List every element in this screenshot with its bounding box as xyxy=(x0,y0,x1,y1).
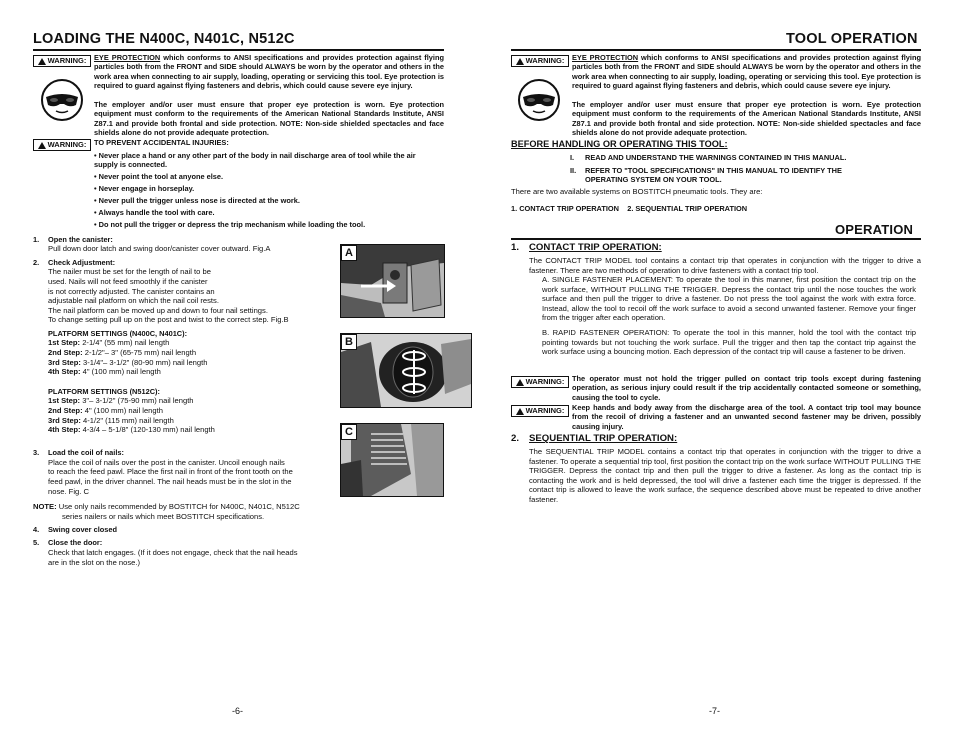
platform-setting-row: 1st Step: 3"– 3-1/2" (75-90 mm) nail length xyxy=(48,396,194,405)
left-page-title: LOADING THE N400C, N401C, N512C xyxy=(33,31,295,47)
step-text-line: nose. Fig. C xyxy=(48,487,89,496)
contact-trip-single: A. SINGLE FASTENER PLACEMENT: To operate the tool in this manner, first position the contact trip on the work surface, WITHOUT PULLING THE TRIGGER. Depress the contact trip until the nose touches the work surface and then pull the trigger to drive a fastener. Do not press the tool against the work with extra force. Instead, allow the tool to recoil off the work surface to avoid a second unwanted fastener. Remove your finger from the trigger after each operation. xyxy=(542,275,916,323)
step-number: 3. xyxy=(33,448,40,457)
warning-badge xyxy=(511,405,569,417)
sequential-trip-text: The SEQUENTIAL TRIP MODEL contains a contact trip that operates in conjunction with the trigger to drive a fastener. To operate a sequential trip tool, first position the contact trip on the work surface WITHOUT PULLING THE TRIGGER. Depress the contact trip and then pull the trigger to drive a fastener. As long as the contact trip is contacting the work and is held depressed, the tool will drive a fastener each time the trigger is depressed. If the contact trip is allowed to leave the work surface, the sequence described above must be repeated to drive another fastener. xyxy=(529,447,921,504)
sequential-trip-heading: SEQUENTIAL TRIP OPERATION: xyxy=(529,433,678,444)
step-text-line: The nailer must be set for the length of nail to be xyxy=(48,267,211,276)
discharge-warning: Keep hands and body away from the discharge area of the tool. A contact trip tool may bounce from the recoil of driving a fastener and an unwanted second fastener may be driven, possibly causing injury. xyxy=(572,403,921,431)
eye-protection-text: which conforms to ANSI specifications and provides protection against flying particles both from the FRONT and SIDE should ALWAYS be worn by the operator and others in the work area when connecting to air supply, loading, operating or servicing this tool. Eye protection is required to guard against flying fasteners and debris, which could cause severe eye injury. xyxy=(572,53,921,91)
prevent-list-item: • Do not pull the trigger or depress the trip mechanism while loading the tool. xyxy=(94,220,366,229)
before-item-number: II. xyxy=(570,166,577,175)
step-text-line: to reach the feed pawl. Place the first nail in front of the front tooth on the xyxy=(48,467,293,476)
eye-protection-requirements: The employer and/or user must ensure that proper eye protection is worn. Eye protection equipment must conform to the requirements of the American National Standards Institute, ANSI Z87.1 and provide both frontal and side protection. NOTE: Non-side shielded spectacles and face shields alone do not provide adequate protection. xyxy=(94,100,444,138)
figure-c xyxy=(340,423,444,497)
systems-intro: There are two available systems on BOSTITCH pneumatic tools. They are: xyxy=(511,187,763,196)
step-text: Pull down door latch and swing door/canister cover outward. Fig.A xyxy=(48,244,271,253)
warning-triangle-icon xyxy=(516,379,524,386)
step-text-line: is not correctly adjusted. The canister contains an xyxy=(48,287,215,296)
before-item-number: I. xyxy=(570,153,575,162)
eye-protection-heading: EYE PROTECTION xyxy=(94,53,161,62)
warning-label: WARNING: xyxy=(525,377,565,387)
section-number: 2. xyxy=(511,433,520,444)
platform-setting-row: 4th Step: 4-3/4 – 5-1/8" (120-130 mm) nail length xyxy=(48,425,215,434)
eye-protection-text: which conforms to ANSI specifications and provides protection against flying particles both from the FRONT and SIDE should ALWAYS be worn by the operator and others in the work area when connecting to air supply, loading, operating or servicing this tool. Eye protection is required to guard against flying fasteners and debris, which could cause severe eye injury. xyxy=(94,53,445,91)
platform-setting-row: 4th Step: 4" (100 mm) nail length xyxy=(48,367,161,376)
page-number: -6- xyxy=(232,706,243,716)
warning-triangle-icon xyxy=(516,408,524,415)
platform-setting-row: 3rd Step: 4-1/2" (115 mm) nail length xyxy=(48,416,174,425)
warning-badge xyxy=(33,139,91,151)
step-number: 4. xyxy=(33,525,40,534)
figure-label: A xyxy=(341,245,357,261)
step-title: Close the door: xyxy=(48,538,103,547)
step-number: 2. xyxy=(33,258,40,267)
contact-trip-rapid: B. RAPID FASTENER OPERATION: To operate the tool in this manner, hold the tool with the contact trip pointing towards but not touching the work surface. Pull the trigger and then tap the contact trip against the work surface using a bouncing motion. Each depression of the contact trip will cause a fastener to be driven. xyxy=(542,328,916,357)
step-text-line: To change setting pull up on the post and twist to the correct step. Fig.B xyxy=(48,315,289,324)
step-text-line: Check that latch engages. (If it does not engage, check that the nail heads xyxy=(48,548,298,557)
safety-goggles-icon xyxy=(517,78,561,122)
step-title: Check Adjustment: xyxy=(48,258,116,267)
figure-label: B xyxy=(341,334,357,350)
figure-a xyxy=(340,244,445,318)
step-text-line: used. Nails will not feed smoothly if the canister xyxy=(48,277,208,286)
warning-label: WARNING: xyxy=(47,140,87,150)
note-line: series nailers or nails which meet BOSTITCH specifications. xyxy=(62,512,265,521)
left-title-rule xyxy=(33,49,444,51)
contact-trip-heading: CONTACT TRIP OPERATION: xyxy=(529,242,662,253)
before-item-text: READ AND UNDERSTAND THE WARNINGS CONTAINED IN THIS MANUAL. xyxy=(585,153,847,162)
operation-title: OPERATION xyxy=(835,222,914,237)
right-page-title: TOOL OPERATION xyxy=(786,31,918,47)
before-operating-heading: BEFORE HANDLING OR OPERATING THIS TOOL: xyxy=(511,139,728,149)
note-line: NOTE: Use only nails recommended by BOSTITCH for N400C, N401C, N512C xyxy=(33,502,300,511)
prevent-list-item: • Never point the tool at anyone else. xyxy=(94,172,224,181)
safety-goggles-icon xyxy=(40,78,84,122)
eye-protection-paragraph xyxy=(572,53,921,91)
figure-b xyxy=(340,333,472,408)
note-label: NOTE: xyxy=(33,502,57,511)
warning-triangle-icon xyxy=(38,58,46,65)
platform-setting-row: 2nd Step: 4" (100 mm) nail length xyxy=(48,406,163,415)
warning-triangle-icon xyxy=(516,58,524,65)
eye-protection-paragraph xyxy=(94,53,444,91)
warning-label: WARNING: xyxy=(47,56,87,66)
step-number: 5. xyxy=(33,538,40,547)
warning-badge xyxy=(33,55,91,67)
platform-settings-heading: PLATFORM SETTINGS (N400C, N401C): xyxy=(48,329,188,338)
before-item-text: REFER TO "TOOL SPECIFICATIONS" IN THIS MANUAL TO IDENTIFY THE OPERATING SYSTEM ON YOUR TOOL. xyxy=(585,166,842,185)
warning-triangle-icon xyxy=(38,142,46,149)
step-text-line: The nail platform can be moved up and down to four nail settings. xyxy=(48,306,268,315)
eye-protection-heading: EYE PROTECTION xyxy=(572,53,639,62)
prevent-list-item: • Never place a hand or any other part of the body in nail discharge area of tool while the air supply is connected. xyxy=(94,151,416,169)
page-number: -7- xyxy=(709,706,720,716)
step-title: Load the coil of nails: xyxy=(48,448,124,457)
warning-badge xyxy=(511,55,569,67)
figure-label: C xyxy=(341,424,357,440)
platform-setting-row: 3rd Step: 3-1/4"– 3-1/2" (80-90 mm) nail length xyxy=(48,358,208,367)
warning-badge xyxy=(511,376,569,388)
section-number: 1. xyxy=(511,242,520,253)
platform-setting-row: 2nd Step: 2-1/2"– 3" (65-75 mm) nail length xyxy=(48,348,197,357)
platform-settings-heading: PLATFORM SETTINGS (N512C): xyxy=(48,387,160,396)
contact-trip-intro: The CONTACT TRIP MODEL tool contains a contact trip that operates in conjunction with the trigger to drive a fastener. There are two methods of operation to drive fasteners with a contact trip tool. xyxy=(529,256,921,275)
prevent-list-item: • Never engage in horseplay. xyxy=(94,184,195,193)
eye-protection-requirements: The employer and/or user must ensure that proper eye protection is worn. Eye protection equipment must conform to the requirements of the American National Standards Institute, ANSI Z87.1 and provide both frontal and side protection. NOTE: Non-side shielded spectacles and face shields alone do not provide adequate protection. xyxy=(572,100,921,138)
rotate-arrows-icon xyxy=(399,346,429,398)
step-text-line: Place the coil of nails over the post in the canister. Uncoil enough nails xyxy=(48,458,285,467)
step-text-line: adjustable nail platform on which the nail coil rests. xyxy=(48,296,219,305)
step-title: Open the canister: xyxy=(48,235,113,244)
step-number: 1. xyxy=(33,235,40,244)
arrow-icon xyxy=(359,279,397,293)
step-text-line: feed pawl, in the driver channel. The nail heads must be in the slot in the xyxy=(48,477,292,486)
right-title-rule xyxy=(511,49,921,51)
prevent-list-item: • Never pull the trigger unless nose is directed at the work. xyxy=(94,196,300,205)
systems-list: 1. CONTACT TRIP OPERATION 2. SEQUENTIAL TRIP OPERATION xyxy=(511,204,748,213)
step-text-line: are in the slot on the nose.) xyxy=(48,558,141,567)
prevent-list-item: • Always handle the tool with care. xyxy=(94,208,215,217)
step-title: Swing cover closed xyxy=(48,525,118,534)
platform-setting-row: 1st Step: 2-1/4" (55 mm) nail length xyxy=(48,338,170,347)
warning-label: WARNING: xyxy=(525,406,565,416)
warning-label: WARNING: xyxy=(525,56,565,66)
contact-trip-warning: The operator must not hold the trigger pulled on contact trip tools except during fastening operation, as serious injury could result if the trip accidentally contacted someone or something, causing the tool to cycle. xyxy=(572,374,921,402)
prevent-injuries-heading: TO PREVENT ACCIDENTAL INJURIES: xyxy=(94,138,229,147)
operation-rule xyxy=(511,238,921,240)
